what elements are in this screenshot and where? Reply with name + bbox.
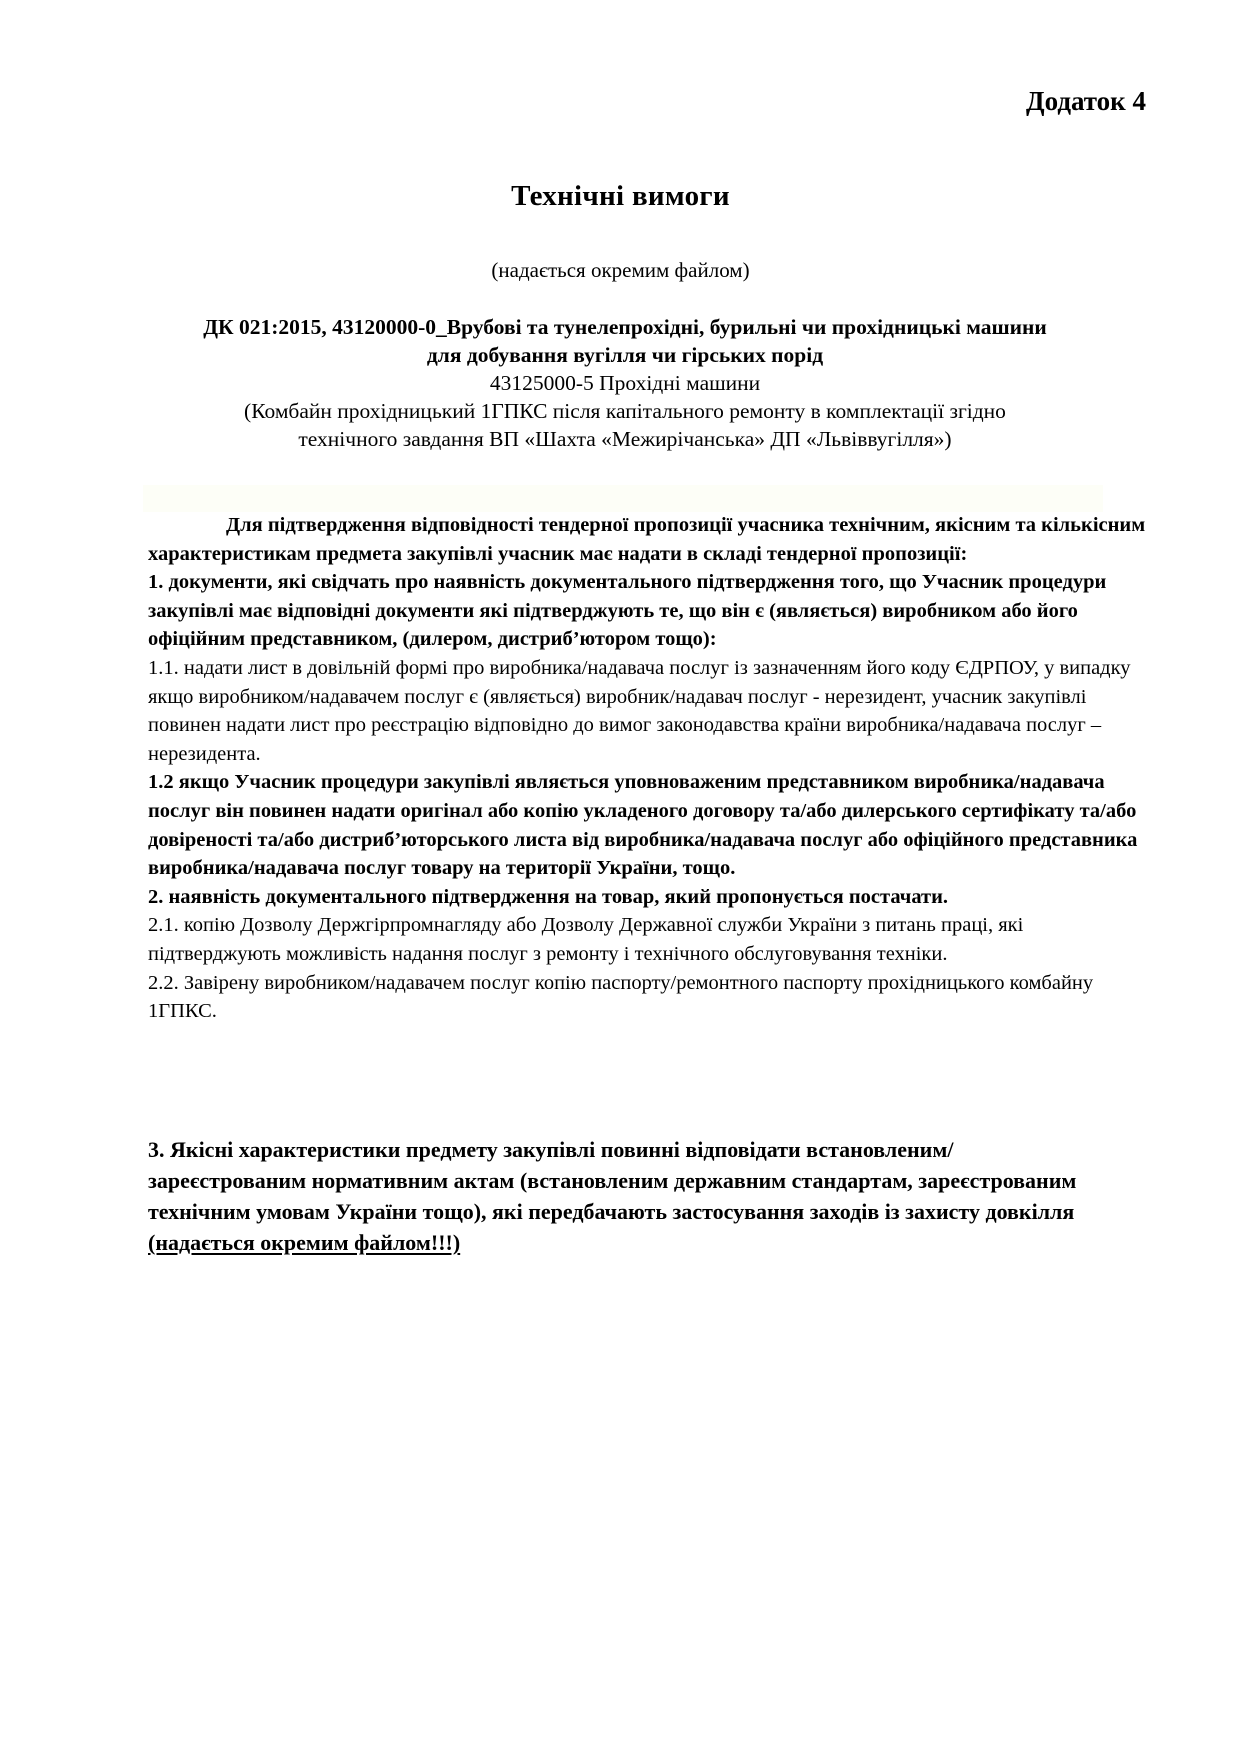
requirements-body xyxy=(148,511,1148,1026)
requirement-1: 1. документи, які свідчать про наявність документального підтвердження того, що Учасник процедури закупівлі має відповідні документи які підтверджують те, що він є (являється) виробником або його офіційним представником, (дилером, дистриб’ютором тощо): xyxy=(148,571,1107,651)
title-subnote: (надається окремим файлом) xyxy=(491,258,750,282)
cpv-code-line-cont: для добування вугілля чи гірських порід xyxy=(426,343,824,367)
item-description-line: (Комбайн прохідницький 1ГПКС після капітального ремонту в комплектації згідно xyxy=(244,399,1006,423)
procurement-header xyxy=(145,313,1105,453)
requirement-2: 2. наявність документального підтвердження на товар, який пропонується постачати. xyxy=(148,885,949,908)
intro-paragraph: Для підтвердження відповідності тендерної пропозиції учасника технічним, якісним та кількісним характеристикам предмета закупівлі учасник має надати в складі тендерної пропозиції: xyxy=(148,514,1146,565)
requirement-3-text: 3. Якісні характеристики предмету закупівлі повинні відповідати встановленим/зареєстрованим нормативним актам (встановленим державним стандартам, зареєстрованим технічним умовам України тощо), які передбачають застосування заходів із захисту довкілля xyxy=(148,1137,1077,1224)
document-title: Технічні вимоги xyxy=(511,180,730,212)
cpv-code-line: ДК 021:2015, 43120000-0_Врубові та тунелепрохідні, бурильні чи прохідницькі машини xyxy=(203,315,1047,339)
item-description-line-cont: технічного завдання ВП «Шахта «Межирічанська» ДП «Львіввугілля») xyxy=(298,427,952,451)
highlight-band xyxy=(143,485,1103,512)
annex-label: Додаток 4 xyxy=(1026,86,1146,116)
cpv-subcode-line: 43125000-5 Прохідні машини xyxy=(489,371,761,395)
requirement-2-2: 2.2. Завірену виробником/надавачем послуг копію паспорту/ремонтного паспорту прохідницького комбайну 1ГПКС. xyxy=(148,971,1094,1023)
requirement-1-1: 1.1. надати лист в довільній формі про виробника/надавача послуг із зазначенням його коду ЄДРПОУ, у випадку якщо виробником/надавачем послуг є (являється) виробник/надавач послуг - нерезидент, учасник закупівлі повинен надати лист про реєстрацію відповідно до вимог законодавства країни виробника/надавача послуг – нерезидента. xyxy=(148,656,1131,765)
separate-file-note: (надається окремим файлом!!!) xyxy=(148,1230,461,1255)
requirement-1-2: 1.2 якщо Учасник процедури закупівлі являється уповноваженим представником виробника/надавача послуг він повинен надати оригінал або копію укладеного договору та/або дилерського сертифікату та/або довіреності та/або дистриб’юторського листа від виробника/надавача послуг або офіційного представника виробника/надавача послуг товару на території України, тощо. xyxy=(148,771,1138,880)
requirement-2-1: 2.1. копію Дозволу Держгірпромнагляду або Дозволу Державної служби України з питань праці, які підтверджують можливість надання послуг з ремонту і технічного обслуговування техніки. xyxy=(148,914,1024,965)
requirement-3 xyxy=(148,1134,1108,1258)
